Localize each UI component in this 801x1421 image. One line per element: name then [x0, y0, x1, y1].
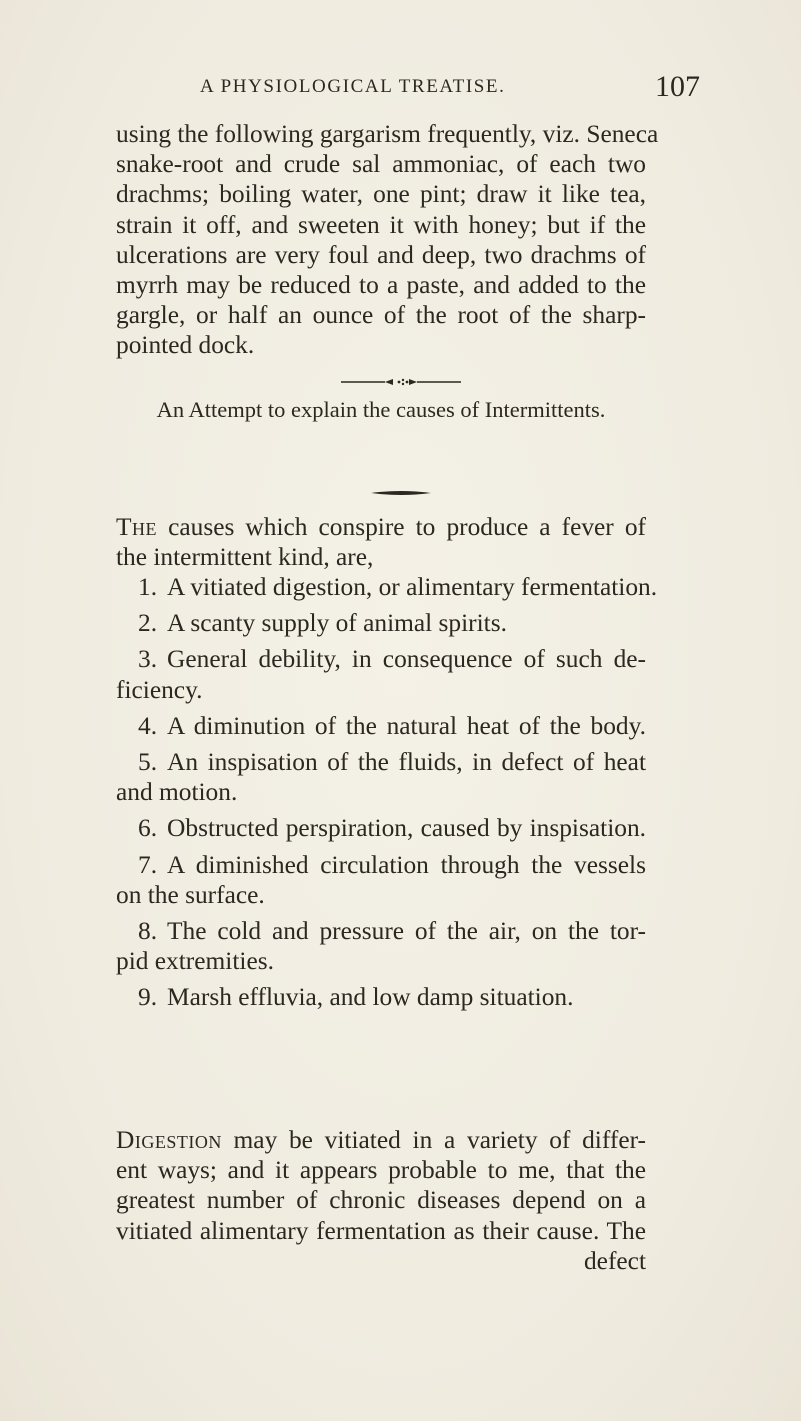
item-text: An inspisation of the fluids, in defect of heat — [167, 748, 646, 777]
item-text: A scanty supply of animal spirits. — [167, 609, 507, 638]
list-item — [116, 850, 646, 910]
item-text: A diminution of the natural heat of the body. — [167, 711, 646, 740]
line-remainder: may be vitiated in a variety of differ- — [221, 1126, 646, 1154]
item-text: General debility, in consequence of such de- — [167, 645, 646, 674]
item-number: 5. — [138, 748, 158, 777]
text-line: myrrh may be reduced to a paste, and added to the — [116, 271, 646, 300]
item-continuation: and motion. — [116, 778, 238, 807]
item-text: A vitiated digestion, or alimentary fermentation. — [167, 573, 658, 601]
item-number: 9. — [138, 983, 158, 1012]
page-header — [200, 72, 700, 108]
item-text: Marsh effluvia, and low damp situation. — [167, 983, 574, 1012]
lead-word: Digestion — [116, 1126, 222, 1154]
item-continuation: ficiency. — [116, 675, 203, 704]
list-item — [116, 644, 646, 704]
text-line — [116, 512, 646, 542]
item-text: Obstructed perspiration, caused by inspisation. — [167, 814, 646, 843]
paragraph-causes-intro — [116, 512, 646, 572]
causes-list — [116, 572, 658, 1019]
list-item — [116, 747, 646, 807]
text-line: using the following gargarism frequently, viz. Seneca — [116, 120, 659, 148]
item-text: A diminished circulation through the vessels — [167, 850, 646, 879]
paragraph-gargarism — [116, 119, 659, 361]
item-number: 6. — [138, 814, 158, 843]
text-line: strain it off, and sweeten it with honey; but if the — [116, 210, 646, 239]
page-number: 107 — [655, 70, 700, 103]
text-line: greatest number of chronic diseases depend on a — [116, 1186, 646, 1215]
item-number: 1. — [138, 573, 158, 601]
list-item — [116, 572, 658, 602]
text-line: gargle, or half an ounce of the root of the sharp- — [116, 301, 646, 330]
catchword: defect — [583, 1247, 646, 1275]
text-line: pointed dock. — [116, 331, 255, 360]
text-line: vitiated alimentary fermentation as their cause. The — [116, 1216, 646, 1245]
item-text: The cold and pressure of the air, on the tor- — [167, 917, 646, 946]
list-item — [116, 711, 646, 741]
list-item — [116, 813, 646, 843]
section-heading: An Attempt to explain the causes of Intermittents. — [156, 397, 606, 422]
text-line: snake-root and crude sal ammoniac, of each two — [116, 150, 646, 179]
item-continuation: on the surface. — [116, 880, 265, 909]
line-remainder: causes which conspire to produce a fever of — [157, 513, 646, 541]
short-ornament-rule — [371, 488, 431, 498]
text-line: ulcerations are very foul and deep, two drachms of — [116, 240, 646, 269]
item-number: 3. — [138, 645, 158, 674]
paragraph-digestion — [116, 1125, 646, 1246]
text-line — [116, 1125, 646, 1155]
item-number: 8. — [138, 917, 158, 946]
running-head: A PHYSIOLOGICAL TREATISE. — [200, 76, 506, 97]
text-line: the intermittent kind, are, — [116, 543, 374, 572]
list-item — [116, 982, 646, 1012]
item-continuation: pid extremities. — [116, 947, 274, 976]
item-number: 4. — [138, 711, 158, 740]
list-item — [116, 608, 646, 638]
text-line: ent ways; and it appears probable to me, that the — [116, 1156, 646, 1185]
lead-word: The — [116, 513, 158, 541]
list-item — [116, 916, 646, 976]
section-ornament-rule — [341, 377, 461, 387]
item-number: 7. — [138, 850, 158, 879]
text-line: drachms; boiling water, one pint; draw it like tea, — [116, 180, 646, 209]
item-number: 2. — [138, 609, 158, 638]
